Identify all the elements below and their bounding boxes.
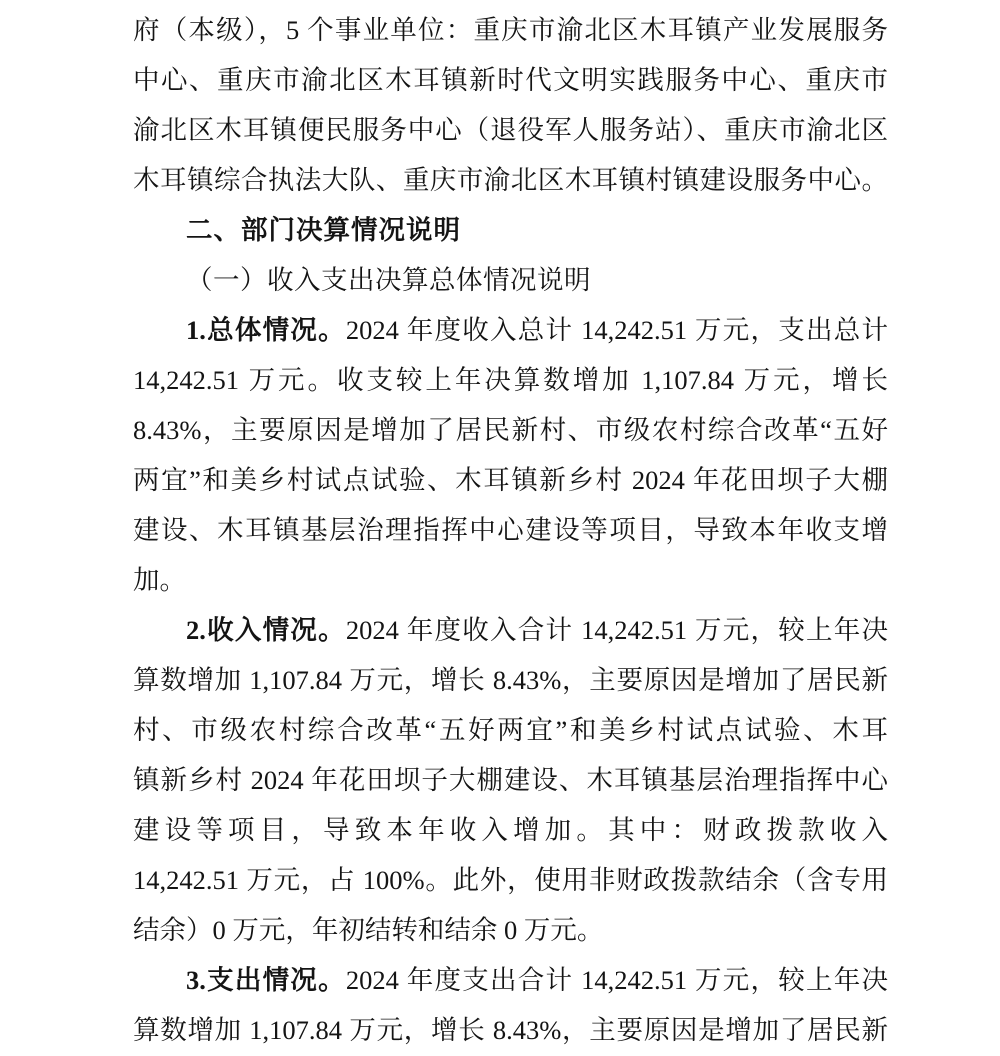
numbered-lead: 3.支出情况。 bbox=[186, 965, 346, 995]
section-heading: 二、部门决算情况说明 bbox=[186, 215, 461, 245]
paragraph-line: 镇新乡村 2024 年花田坝子大棚建设、木耳镇基层治理指挥中心 bbox=[133, 765, 888, 795]
paragraph-line: 14,242.51 万元，占 100%。此外，使用非财政拨款结余（含专用 bbox=[133, 865, 888, 895]
paragraph-line: 8.43%，主要原因是增加了居民新村、市级农村综合改革“五好 bbox=[133, 415, 888, 445]
numbered-lead: 1.总体情况。 bbox=[186, 315, 346, 345]
paragraph-line: 中心、重庆市渝北区木耳镇新时代文明实践服务中心、重庆市 bbox=[133, 65, 888, 95]
paragraph-last-line: 加。 bbox=[133, 565, 186, 595]
paragraph-line: 建设等项目，导致本年收入增加。其中：财政拨款收入 bbox=[133, 815, 888, 845]
line-text: 2024 年度支出合计 14,242.51 万元，较上年决 bbox=[345, 965, 888, 995]
paragraph-line: 渝北区木耳镇便民服务中心（退役军人服务站）、重庆市渝北区 bbox=[133, 115, 888, 145]
line-text: 2024 年度收入总计 14,242.51 万元，支出总计 bbox=[345, 315, 888, 345]
subsection-heading: （一）收入支出决算总体情况说明 bbox=[186, 265, 591, 295]
paragraph-line: 算数增加 1,107.84 万元，增长 8.43%，主要原因是增加了居民新 bbox=[133, 665, 888, 695]
paragraph-last-line: 结余）0 万元，年初结转和结余 0 万元。 bbox=[133, 915, 604, 945]
numbered-lead: 2.收入情况。 bbox=[186, 615, 346, 645]
paragraph-line: 村、市级农村综合改革“五好两宜”和美乡村试点试验、木耳 bbox=[133, 715, 888, 745]
paragraph-line: 建设、木耳镇基层治理指挥中心建设等项目，导致本年收支增 bbox=[133, 515, 888, 545]
paragraph-line: 府（本级），5 个事业单位：重庆市渝北区木耳镇产业发展服务 bbox=[133, 15, 888, 45]
paragraph-line: 两宜”和美乡村试点试验、木耳镇新乡村 2024 年花田坝子大棚 bbox=[133, 465, 888, 495]
paragraph-line: 14,242.51 万元。收支较上年决算数增加 1,107.84 万元，增长 bbox=[133, 365, 888, 395]
numbered-paragraph-line bbox=[133, 605, 888, 655]
paragraph-line: 木耳镇综合执法大队、重庆市渝北区木耳镇村镇建设服务中心。 bbox=[133, 165, 888, 195]
numbered-paragraph-line bbox=[133, 305, 888, 355]
numbered-paragraph-line bbox=[133, 955, 888, 1005]
paragraph-line: 算数增加 1,107.84 万元，增长 8.43%，主要原因是增加了居民新 bbox=[133, 1015, 888, 1045]
line-text: 2024 年度收入合计 14,242.51 万元，较上年决 bbox=[345, 615, 888, 645]
